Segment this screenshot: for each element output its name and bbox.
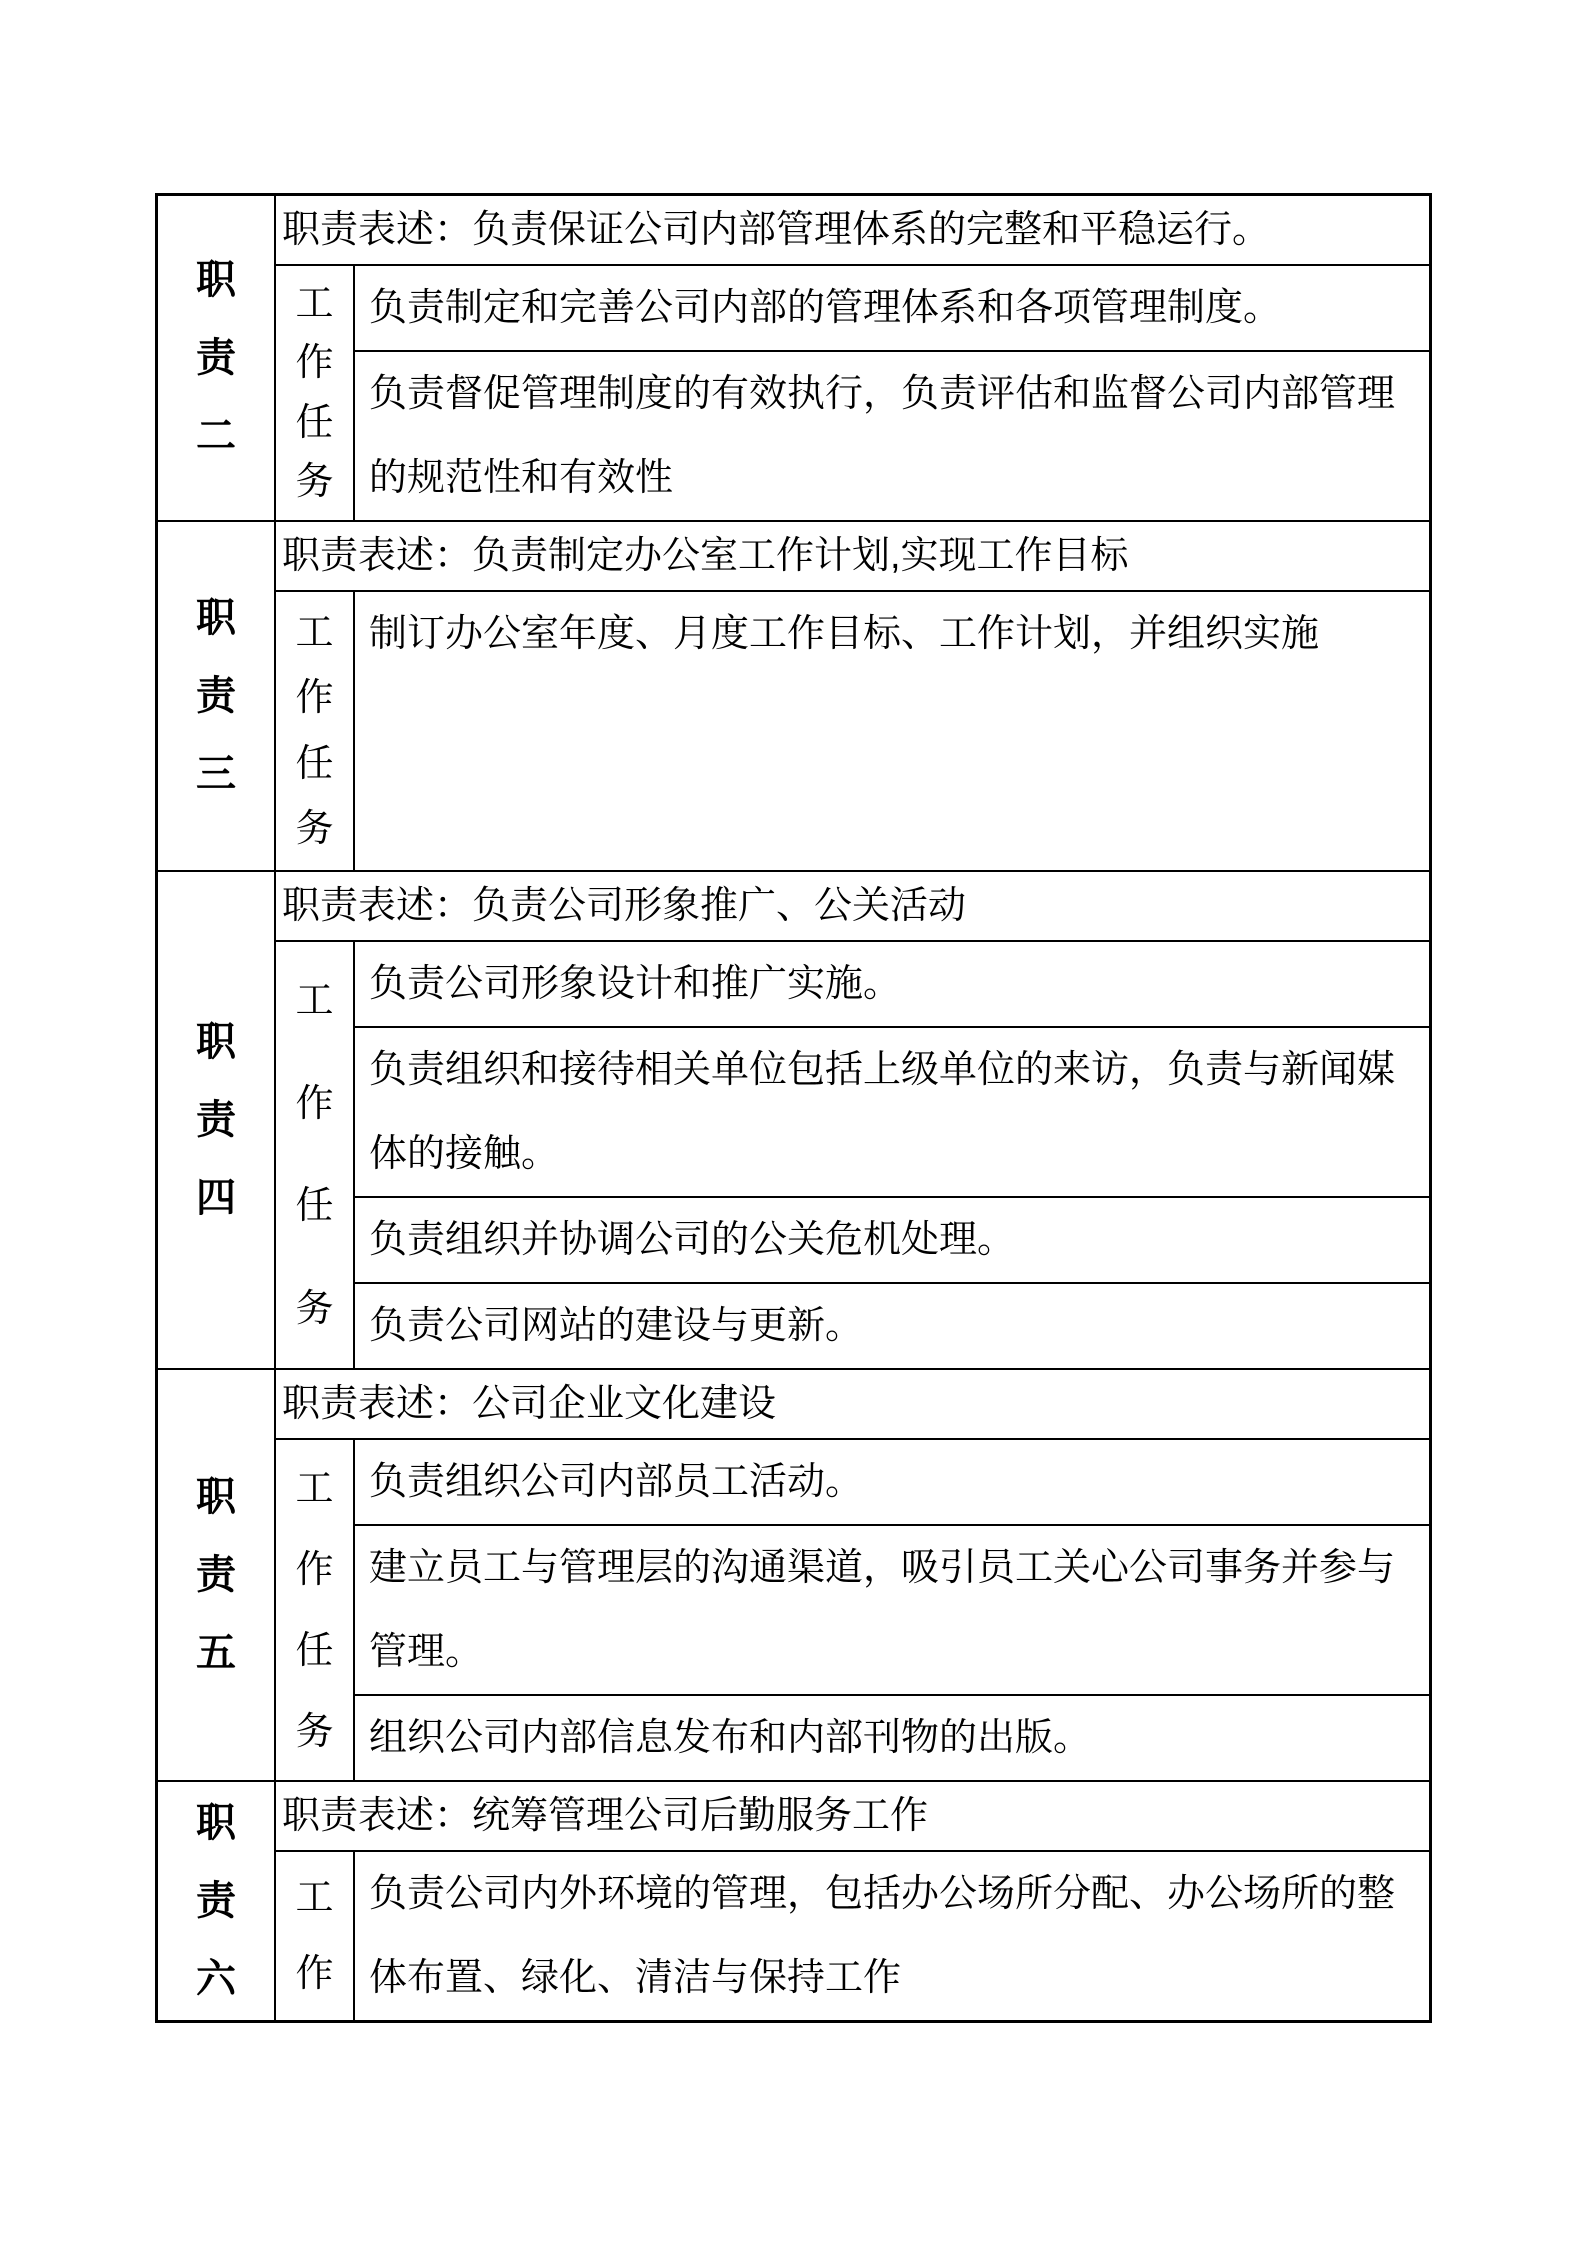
task-row: 负责公司形象设计和推广实施。 <box>369 963 902 1005</box>
task-col-header <box>276 592 355 870</box>
task-row: 组织公司内部信息发布和内部刊物的出版。 <box>355 1694 1429 1780</box>
duty-section <box>158 1368 1429 1780</box>
duty-section-body <box>276 872 1429 1368</box>
duty-label-char: 职 <box>196 1475 236 1519</box>
duty-label-char: 四 <box>196 1176 236 1220</box>
task-col-char: 工 <box>295 1467 334 1510</box>
task-col-char: 作 <box>295 1953 334 1995</box>
task-col-char: 作 <box>295 1548 334 1591</box>
task-row: 负责公司网站的建设与更新。 <box>355 1282 1429 1368</box>
duty-section <box>158 520 1429 870</box>
task-row: 负责组织并协调公司的公关危机处理。 <box>355 1196 1429 1282</box>
task-col-header <box>276 1440 355 1780</box>
duty-label-cell <box>158 1782 276 2020</box>
duty-label-char: 三 <box>196 752 236 796</box>
statement-row: 职责表述：统筹管理公司后勤服务工作 <box>276 1782 1429 1852</box>
tasks-area <box>276 942 1429 1368</box>
duty-label-char: 责 <box>196 336 236 380</box>
task-list <box>355 266 1429 520</box>
task-row: 制订办公室年度、月度工作目标、工作计划，并组织实施 <box>369 613 1320 655</box>
duty-label-cell <box>158 872 276 1368</box>
task-row: 负责制定和完善公司内部的管理体系和各项管理制度。 <box>369 287 1282 329</box>
duty-section-body <box>276 196 1429 520</box>
task-list <box>355 942 1429 1368</box>
task-col-header <box>276 942 355 1368</box>
task-list <box>355 592 1429 870</box>
statement-row: 职责表述：负责公司形象推广、公关活动 <box>276 872 1429 942</box>
duty-label-char: 责 <box>196 1098 236 1142</box>
task-col-char: 务 <box>295 461 334 504</box>
task-col-char: 工 <box>295 282 334 325</box>
task-col-char: 任 <box>295 1185 334 1228</box>
tasks-area <box>276 1852 1429 2020</box>
duty-section <box>158 1780 1429 2020</box>
duty-section <box>158 196 1429 520</box>
duty-label-cell <box>158 522 276 870</box>
statement-row: 职责表述：公司企业文化建设 <box>276 1370 1429 1440</box>
task-col-char: 任 <box>295 742 334 785</box>
task-row: 负责组织和接待相关单位包括上级单位的来访，负责与新闻媒体的接触。 <box>355 1026 1429 1196</box>
duty-table <box>155 193 1432 2023</box>
duty-label-char: 职 <box>196 1020 236 1064</box>
task-col-header <box>276 1852 355 2020</box>
duty-section-body <box>276 522 1429 870</box>
task-col-char: 工 <box>295 611 334 654</box>
task-row: 建立员工与管理层的沟通渠道，吸引员工关心公司事务并参与管理。 <box>355 1524 1429 1694</box>
task-col-char: 工 <box>295 980 334 1023</box>
task-col-char: 任 <box>295 401 334 444</box>
task-col-char: 务 <box>295 808 334 851</box>
duty-label-cell <box>158 1370 276 1780</box>
duty-label-char: 二 <box>196 414 236 458</box>
task-row: 负责组织公司内部员工活动。 <box>369 1461 864 1503</box>
task-row: 负责公司内外环境的管理，包括办公场所分配、办公场所的整体布置、绿化、清洁与保持工作 <box>369 1873 1396 1999</box>
duty-label-char: 职 <box>196 1801 236 1845</box>
duty-label-char: 五 <box>196 1631 236 1675</box>
statement-row: 职责表述：负责制定办公室工作计划,实现工作目标 <box>276 522 1429 592</box>
tasks-area <box>276 266 1429 520</box>
task-list <box>355 1440 1429 1780</box>
task-col-char: 务 <box>295 1287 334 1330</box>
task-col-char: 作 <box>295 342 334 385</box>
duty-section <box>158 870 1429 1368</box>
task-col-char: 作 <box>295 1082 334 1125</box>
task-col-char: 任 <box>295 1629 334 1672</box>
task-col-char: 作 <box>295 677 334 720</box>
tasks-area <box>276 592 1429 870</box>
duty-label-char: 责 <box>196 1553 236 1597</box>
duty-label-char: 职 <box>196 596 236 640</box>
duty-label-char: 六 <box>196 1957 236 2001</box>
task-col-char: 务 <box>295 1710 334 1753</box>
tasks-area <box>276 1440 1429 1780</box>
task-col-header <box>276 266 355 520</box>
duty-label-char: 责 <box>196 1879 236 1923</box>
duty-label-char: 职 <box>196 258 236 302</box>
duty-label-cell <box>158 196 276 520</box>
duty-section-body <box>276 1370 1429 1780</box>
duty-label-char: 责 <box>196 674 236 718</box>
duty-section-body <box>276 1782 1429 2020</box>
task-list <box>355 1852 1429 2020</box>
statement-row: 职责表述：负责保证公司内部管理体系的完整和平稳运行。 <box>276 196 1429 266</box>
task-row: 负责督促管理制度的有效执行，负责评估和监督公司内部管理的规范性和有效性 <box>355 350 1429 520</box>
task-col-char: 工 <box>295 1877 334 1919</box>
